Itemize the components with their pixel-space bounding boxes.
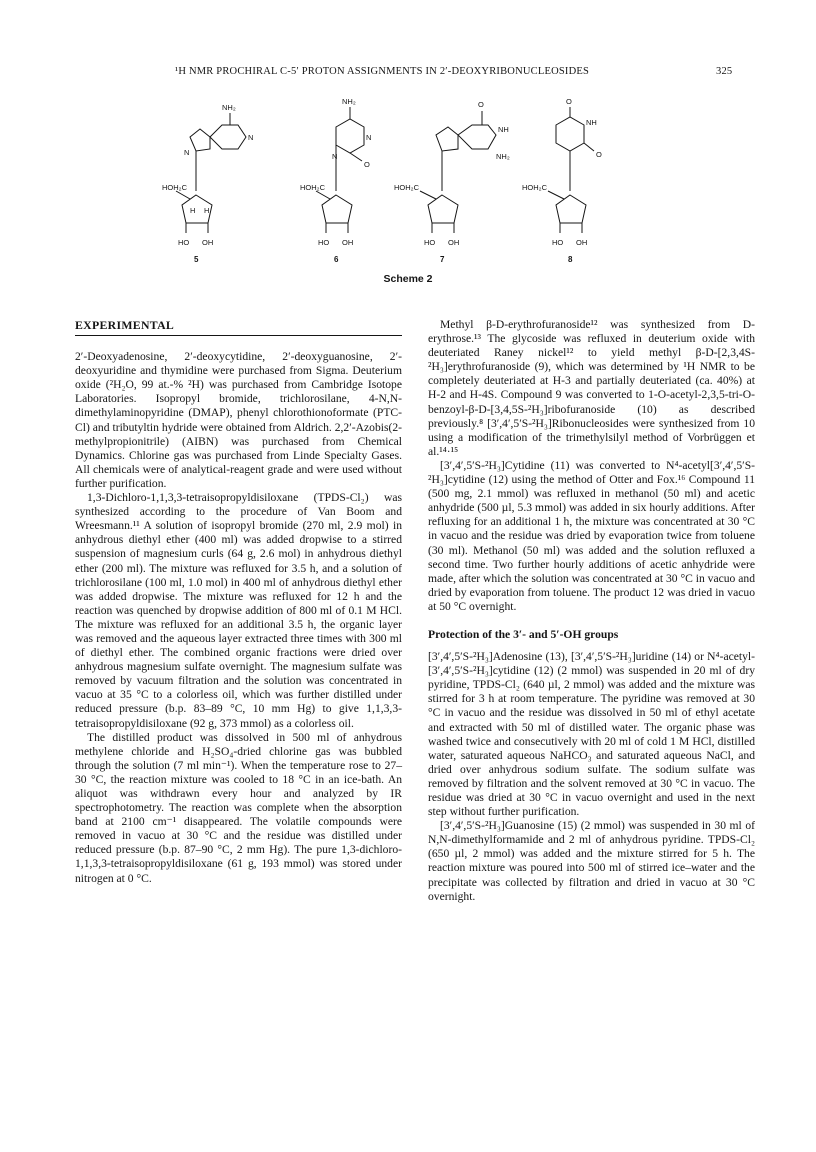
paragraph-tpds-synthesis: 1,3-Dichloro-1,1,3,3-tetraisopropyldisiloxane (TPDS-Cl₂) was synthesized according to the procedure of Van Boom and Wreesmann.¹¹ A solution of isopropyl bromide (270 ml, 2.9 mol) in anhydrous diethyl ether (400 ml) was added dropwise to a stirred suspension of magnesium curls (64 g, 2.6 mol) in anhydrous diethyl ether (200 ml). The mixture was refluxed for 3.5 h, and a solution of trichlorosilane (100 ml, 1.0 mol) in 400 ml of anhydrous diethyl ether was added dropwise. The mixture was refluxed for 12 h and the reaction was quenched by dropwise addition of 800 ml of 0.1 M HCl. The mixture was refluxed for an additional 3.5 h, the organic layer was removed and the aqueous layer extracted three times with 300 ml of diethyl ether. The combined organic fractions were dried over anhydrous magnesium sulfate overnight. The magnesium sulfate was removed by vacuum filtration and the solution was concentrated in vacuo at 35 °C to a colorless oil, which was further distilled under reduced pressure (b.p. 83–89 °C, 10 mm Hg) to give 1,1,3,3-tetraisopropyldisiloxane (92 g, 373 mmol) as a colorless oil. [75,491,402,730]
page-number: 325 [716,66,733,77]
experimental-heading: EXPERIMENTAL [75,318,402,336]
svg-text:OH: OH [448,238,460,247]
paragraph-protection-procedure: [3′,4′,5′S-²H₃]Adenosine (13), [3′,4′,5′S-²H₃]uridine (14) or N⁴-acetyl-[3′,4′,5′S-²H₃]cytidine (12) (2 mmol) was suspended in 20 ml of dry pyridine, TPDS-Cl₂ (640 µl, 2 mmol) was added and the mixture was stirred for 3 h at room temperature. The pyridine was removed at 30 °C in vacuo and the residue was dissolved in 50 ml of ethyl acetate and extracted with 50 ml of distilled water. The organic phase was washed twice and consecutively with 20 ml of cold 1 M HCl, distilled water, saturated aqueous NaHCO₃ and saturated aqueous NaCl, and dried over anhydrous sodium sulfate. The sodium sulfate was removed by filtration and the solvent removed at 30 °C in vacuo. The residue was dried at 30 °C in vacuo overnight and used in the next step without further purification. [428,650,755,819]
nh2-label-6: NH₂ [342,97,356,106]
scheme-2-structures [150,95,630,285]
compound-number-5: 5 [194,255,199,264]
svg-text:O: O [478,100,484,109]
nh2-label-5: NH₂ [222,103,236,112]
svg-text:O: O [364,160,370,169]
svg-text:N: N [184,148,190,157]
svg-text:HOH₂C: HOH₂C [522,183,547,192]
svg-text:HOH₂C: HOH₂C [300,183,325,192]
nucleoside-structures-drawing [150,95,630,270]
svg-text:OH: OH [342,238,354,247]
paragraph-guanosine-protection: [3′,4′,5′S-²H₃]Guanosine (15) (2 mmol) was suspended in 30 ml of N,N-dimethylformamide and 2 ml of anhydrous pyridine. TPDS-Cl₂ (650 µl, 2 mmol) was added and the mixture stirred for 5 h. The reaction mixture was poured into 500 ml of stirred ice–water and the precipitate was collected by filtration and dried in vacuo at 30 °C overnight. [428,819,755,903]
sugar-ring-7 [428,195,458,223]
svg-text:N: N [366,133,372,142]
compound-number-7: 7 [440,255,445,264]
guanine-six-ring [458,125,496,149]
scheme-caption: Scheme 2 [383,273,433,285]
svg-text:H: H [204,206,210,215]
paragraph-materials: 2′-Deoxyadenosine, 2′-deoxycytidine, 2′-deoxyguanosine, 2′-deoxyuridine and thymidine were purchased from Sigma. Deuterium oxide (²H₂O, 99 at.-% ²H) was purchased from Cambridge Isotope Laboratories. Isopropyl bromide, trichlorosilane, 4-N,N-dimethylaminopyridine (DMAP), phenyl chlorothionoformate (PTC-Cl) and tributyltin hydride were obtained from Aldrich. 2,2′-Azobis(2-methylpropionitrile) (AIBN) was purchased from Chemical Dynamics. Chlorine gas was purchased from Linde Specialty Gases. All chemicals were of analytical-reagent grade and were used without further purification. [75,350,402,490]
svg-text:HOH₂C: HOH₂C [394,183,419,192]
svg-text:O: O [596,150,602,159]
guanine-five-ring [436,127,458,151]
right-column [428,318,755,904]
svg-text:N: N [248,133,254,142]
svg-text:HO: HO [318,238,330,247]
svg-text:H: H [190,206,196,215]
compound-number-8: 8 [568,255,573,264]
svg-text:NH: NH [498,125,509,134]
svg-text:HO: HO [552,238,564,247]
sugar-ring-8 [556,195,586,223]
nh2-label-7: NH₂ [496,152,510,161]
svg-text:OH: OH [576,238,588,247]
svg-text:O: O [566,97,572,106]
adenine-six-ring [210,125,246,149]
paragraph-chlorination: The distilled product was dissolved in 500 ml of anhydrous methylene chloride and H₂SO₄-dried chlorine gas was bubbled through the solution (7 ml min⁻¹). When the temperature rose to 27–30 °C, the reaction mixture was cooled to 18 °C in an ice-bath. An aliquot was withdrawn every hour and analyzed by IR spectrophotometry. The reaction was complete when the absorption band at 2100 cm⁻¹ disappeared. The volatile compounds were removed in vacuo at 30 °C and the residue was distilled under reduced pressure (b.p. 87–90 °C, 2 mm Hg). The pure 1,3-dichloro-1,1,3,3-tetraisopropyldisiloxane (61 g, 193 mmol) was stored under nitrogen at 0 °C. [75,730,402,885]
svg-text:NH: NH [586,118,597,127]
svg-text:HOH₂C: HOH₂C [162,183,187,192]
running-title: ¹H NMR PROCHIRAL C-5′ PROTON ASSIGNMENTS IN 2′-DEOXYRIBONUCLEOSIDES [175,66,590,77]
paragraph-cytidine-acetylation: [3′,4′,5′S-²H₃]Cytidine (11) was converted to N⁴-acetyl[3′,4′,5′S-²H₃]cytidine (12) using the method of Otter and Fox.¹⁶ Compound 11 (500 mg, 2.1 mmol) was refluxed in methanol (50 ml) and acetic anhydride (500 µl, 5.3 mmol) was added in six hourly additions. After refluxing for an additional 1 h, the mixture was concentrated at 30 °C in vacuo and the residue was dried by evaporation twice from toluene (30 ml). Methanol (50 ml) was added and the solution refluxed a second time. Two further hourly additions of acetic anhydride were made, after which the solution was concentrated at 30 °C in vacuo and dried by evaporation from toluene. The product 12 was dried in vacuo at 50 °C overnight. [428,458,755,613]
protection-subheading: Protection of the 3′- and 5′-OH groups [428,627,619,641]
svg-text:HO: HO [424,238,436,247]
adenine-five-ring [190,129,210,151]
svg-text:HO: HO [178,238,190,247]
svg-text:N: N [332,152,338,161]
uracil-ring [556,117,584,151]
svg-text:OH: OH [202,238,214,247]
paragraph-erythrofuranoside: Methyl β-D-erythrofuranoside¹² was synthesized from D-erythrose.¹³ The glycoside was refluxed in deuterium oxide with deuteriated Raney nickel¹² to yield methyl β-D-[2,3,4S-²H₃]erythrofuranoside (9), which was determined by ¹H NMR to be completely deuteriated at H-3 and partially deuteriated (ca. 40%) at H-2 and H-4S. Compound 9 was converted to 1-O-acetyl-2,3,5-tri-O-benzoyl-β-D-[3,4,5S-²H₃]ribofuranoside (10) as described previously.⁸ [3′,4′,5′S-²H₃]Ribonucleosides were synthesized from 10 using a modification of the trimethylsilyl method of Vorbrüggen et al.¹⁴·¹⁵ [428,318,755,458]
cytosine-ring [336,119,364,153]
sugar-ring-6 [322,195,352,223]
left-column [75,318,402,886]
compound-number-6: 6 [334,255,339,264]
